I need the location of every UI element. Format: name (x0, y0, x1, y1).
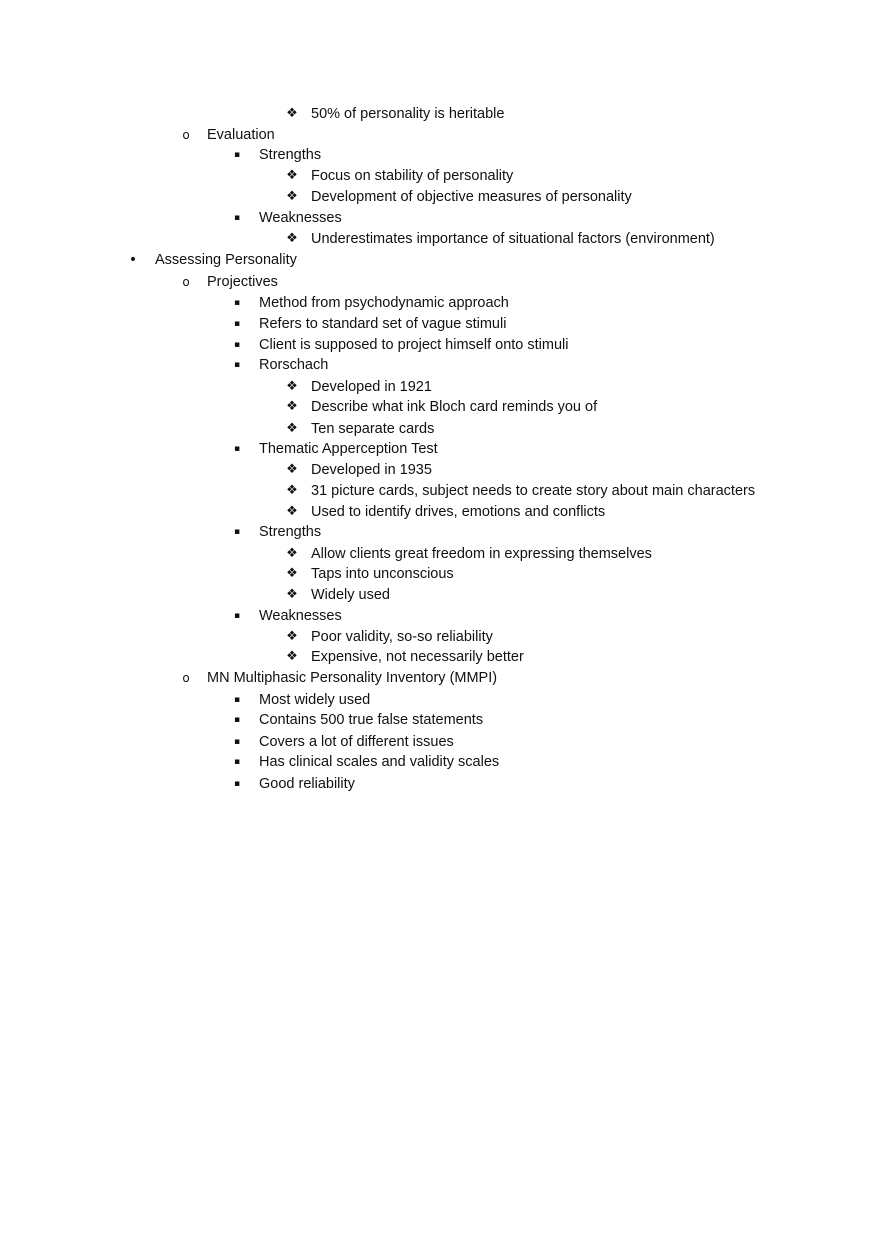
list-item (0, 647, 880, 667)
circle-bullet-icon: o (182, 275, 190, 289)
list-item-text: Contains 500 true false statements (259, 712, 484, 728)
list-item (0, 104, 880, 124)
list-item-text: Most widely used (259, 692, 371, 708)
list-item-text: Method from psychodynamic approach (259, 295, 509, 311)
list-item (0, 710, 880, 730)
diamond-bullet-icon: ❖ (286, 168, 298, 183)
circle-bullet-icon: o (182, 671, 190, 685)
square-bullet-icon: ▪ (233, 715, 241, 725)
diamond-bullet-icon: ❖ (286, 587, 298, 602)
square-bullet-icon: ▪ (233, 527, 241, 537)
list-item (0, 544, 880, 564)
list-item (0, 481, 880, 501)
list-item-text: Poor validity, so-so reliability (311, 629, 493, 645)
list-item (0, 732, 880, 752)
diamond-bullet-icon: ❖ (286, 504, 298, 519)
list-item-text: Describe what ink Bloch card reminds you of (311, 399, 598, 415)
list-item-text: Development of objective measures of personality (311, 189, 632, 205)
diamond-bullet-icon: ❖ (286, 106, 298, 121)
list-item (0, 314, 880, 334)
list-item-text: Strengths (259, 524, 322, 540)
square-bullet-icon: ▪ (233, 319, 241, 329)
square-bullet-icon: ▪ (233, 444, 241, 454)
list-item (0, 439, 880, 459)
list-item-text: Weaknesses (259, 210, 342, 226)
list-item (0, 460, 880, 480)
diamond-bullet-icon: ❖ (286, 483, 298, 498)
diamond-bullet-icon: ❖ (286, 421, 298, 436)
list-item (0, 335, 880, 355)
list-item-text: Weaknesses (259, 608, 342, 624)
square-bullet-icon: ▪ (233, 340, 241, 350)
list-item (0, 585, 880, 605)
disc-bullet-icon: • (128, 252, 138, 268)
list-item (0, 208, 880, 228)
square-bullet-icon: ▪ (233, 779, 241, 789)
list-item-text: Ten separate cards (311, 421, 435, 437)
list-item-text: Has clinical scales and validity scales (259, 754, 500, 770)
list-item-text: Developed in 1935 (311, 462, 432, 478)
list-item-text: Thematic Apperception Test (259, 441, 438, 457)
list-item-text: Client is supposed to project himself onto stimuli (259, 337, 569, 353)
diamond-bullet-icon: ❖ (286, 231, 298, 246)
list-item-text: Developed in 1921 (311, 379, 432, 395)
diamond-bullet-icon: ❖ (286, 399, 298, 414)
list-item-text: Strengths (259, 147, 322, 163)
list-item-text: MN Multiphasic Personality Inventory (MMPI) (207, 670, 498, 686)
list-item-text: Refers to standard set of vague stimuli (259, 316, 507, 332)
list-item (0, 166, 880, 186)
list-item-text: 31 picture cards, subject needs to create story about main characters (311, 483, 756, 499)
square-bullet-icon: ▪ (233, 737, 241, 747)
list-item-text: Rorschach (259, 357, 329, 373)
list-item (0, 125, 880, 145)
list-item-text: Used to identify drives, emotions and conflicts (311, 504, 606, 520)
list-item (0, 774, 880, 794)
list-item (0, 145, 880, 165)
square-bullet-icon: ▪ (233, 695, 241, 705)
list-item (0, 668, 880, 688)
list-item-text: Projectives (207, 274, 278, 290)
square-bullet-icon: ▪ (233, 298, 241, 308)
diamond-bullet-icon: ❖ (286, 189, 298, 204)
list-item (0, 752, 880, 772)
list-item (0, 272, 880, 292)
diamond-bullet-icon: ❖ (286, 379, 298, 394)
list-item (0, 522, 880, 542)
list-item-text: Taps into unconscious (311, 566, 454, 582)
list-item-text: Good reliability (259, 776, 355, 792)
list-item (0, 419, 880, 439)
diamond-bullet-icon: ❖ (286, 649, 298, 664)
list-item (0, 293, 880, 313)
list-item (0, 690, 880, 710)
diamond-bullet-icon: ❖ (286, 546, 298, 561)
list-item (0, 502, 880, 522)
square-bullet-icon: ▪ (233, 611, 241, 621)
list-item (0, 397, 880, 417)
square-bullet-icon: ▪ (233, 150, 241, 160)
list-item (0, 355, 880, 375)
list-item (0, 564, 880, 584)
square-bullet-icon: ▪ (233, 360, 241, 370)
diamond-bullet-icon: ❖ (286, 629, 298, 644)
diamond-bullet-icon: ❖ (286, 462, 298, 477)
list-item-text: Evaluation (207, 127, 275, 143)
list-item-text: 50% of personality is heritable (311, 106, 505, 122)
square-bullet-icon: ▪ (233, 213, 241, 223)
list-item (0, 627, 880, 647)
list-item-text: Focus on stability of personality (311, 168, 514, 184)
list-item-text: Covers a lot of different issues (259, 734, 454, 750)
square-bullet-icon: ▪ (233, 757, 241, 767)
list-item (0, 229, 880, 249)
circle-bullet-icon: o (182, 128, 190, 142)
diamond-bullet-icon: ❖ (286, 566, 298, 581)
list-item-text: Allow clients great freedom in expressing themselves (311, 546, 652, 562)
list-item-text: Assessing Personality (155, 252, 297, 268)
list-item (0, 377, 880, 397)
list-item (0, 250, 880, 270)
list-item (0, 187, 880, 207)
list-item-text: Underestimates importance of situational factors (environment) (311, 231, 715, 247)
list-item (0, 606, 880, 626)
list-item-text: Widely used (311, 587, 390, 603)
list-item-text: Expensive, not necessarily better (311, 649, 524, 665)
